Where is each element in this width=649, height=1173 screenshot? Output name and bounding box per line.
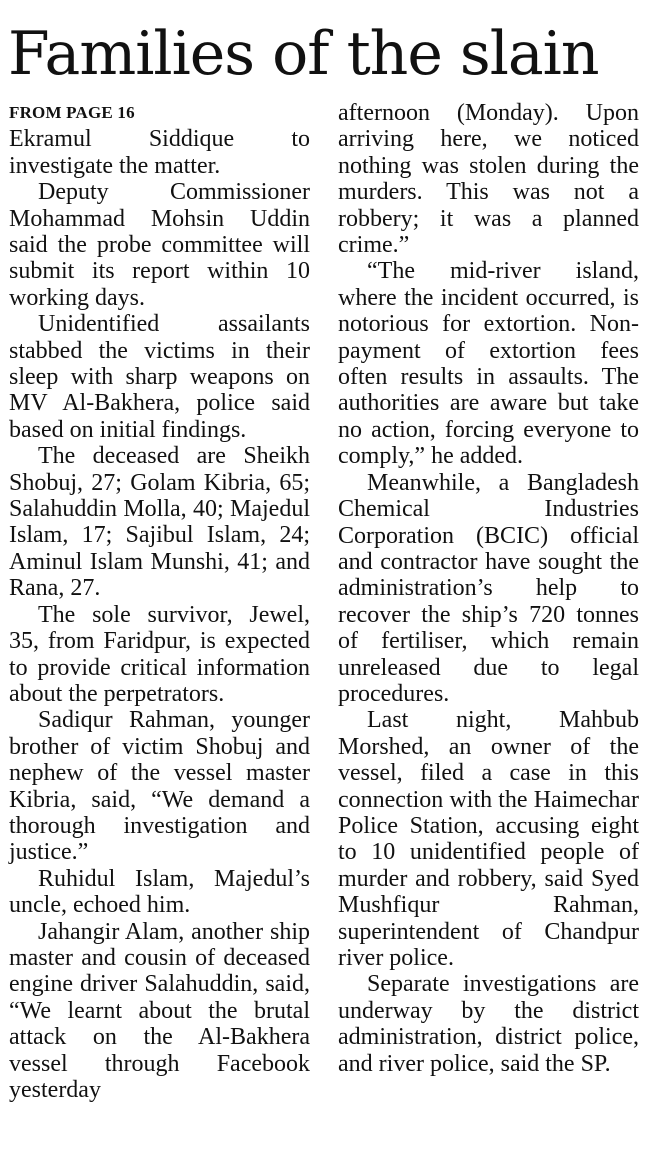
left-column (9, 100, 310, 1103)
paragraph: Deputy Commissioner Mohammad Mohsin Uddin said the probe committee will submit its report within 10 working days. (9, 179, 310, 311)
paragraph: afternoon (Monday). Upon arriving here, we noticed nothing was stolen during the murders. This was not a robbery; it was a planned crime.” (338, 100, 639, 259)
paragraph: Meanwhile, a Bangladesh Chemical Industries Corporation (BCIC) official and contractor have sought the administration’s help to recover the ship’s 720 tonnes of fertiliser, which remain unreleased due to legal procedures. (338, 469, 639, 707)
paragraph: Last night, Mahbub Morshed, an owner of the vessel, filed a case in this connection with the Haimechar Police Station, accusing eight to 10 unidentified people of murder and robbery, said Syed Mushfiqur Rahman, superintendent of Chandpur river police. (338, 707, 639, 971)
paragraph: “The mid-river island, where the incident occurred, is notorious for extortion. Non-payment of extortion fees often results in assaults. The authorities are aware but take no action, forcing everyone to comply,” he added. (338, 258, 639, 470)
right-column (338, 100, 639, 1077)
paragraph: Jahangir Alam, another ship master and cousin of deceased engine driver Salahuddin, said, “We learnt about the brutal attack on the Al-Bakhera vessel through Facebook yesterday (9, 918, 310, 1104)
paragraph: The deceased are Sheikh Shobuj, 27; Golam Kibria, 65; Salahuddin Molla, 40; Majedul Islam, 17; Sajibul Islam, 24; Aminul Islam Munshi, 41; and Rana, 27. (9, 443, 310, 602)
headline: Families of the slain (8, 19, 599, 89)
continuation-kicker: FROM PAGE 16 (9, 103, 135, 122)
paragraph: Ekramul Siddique to investigate the matter. (9, 126, 310, 179)
paragraph: Ruhidul Islam, Majedul’s uncle, echoed him. (9, 865, 310, 919)
paragraph: Unidentified assailants stabbed the victims in their sleep with sharp weapons on MV Al-Bakhera, police said based on initial findings. (9, 311, 310, 443)
paragraph: Sadiqur Rahman, younger brother of victim Shobuj and nephew of the vessel master Kibria, said, “We demand a thorough investigation and justice.” (9, 707, 310, 866)
paragraph: Separate investigations are underway by the district administration, district police, and river police, said the SP. (338, 971, 639, 1077)
paragraph: The sole survivor, Jewel, 35, from Faridpur, is expected to provide critical information about the perpetrators. (9, 601, 310, 707)
